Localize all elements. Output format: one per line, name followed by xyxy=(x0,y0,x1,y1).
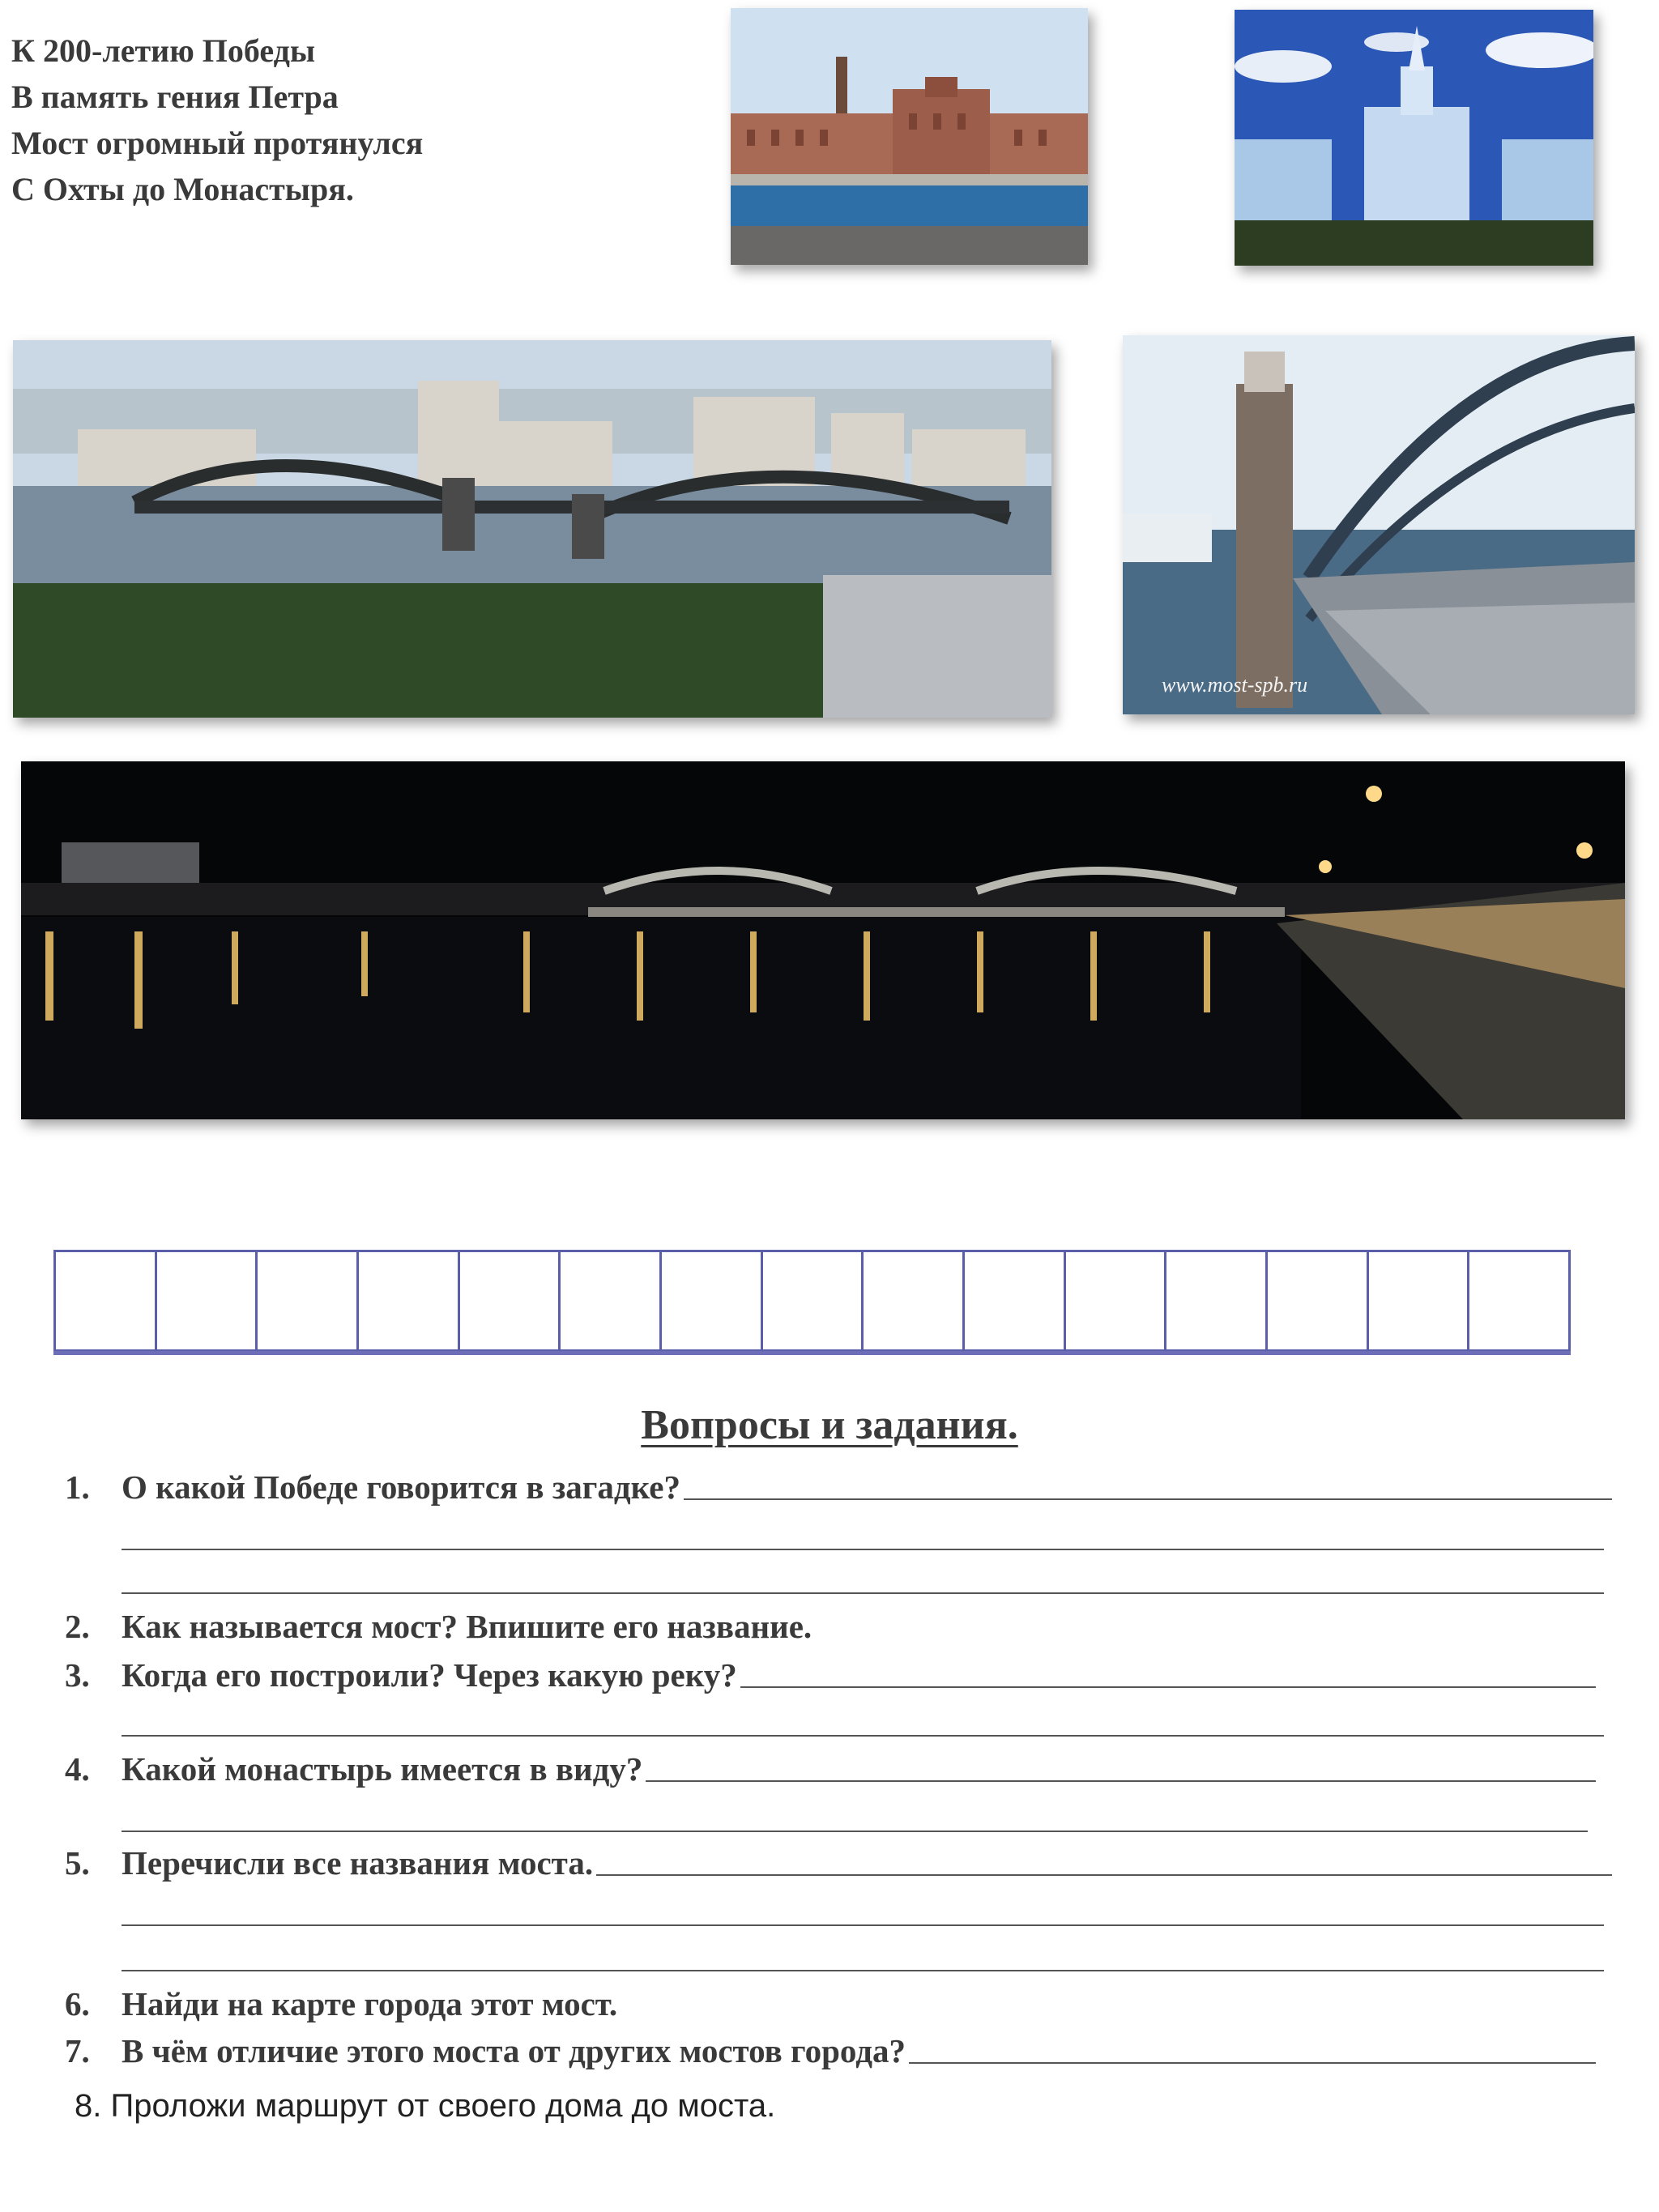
question-7: 7. В чём отличие этого моста от других мостов города? xyxy=(65,2031,1596,2070)
grid-cell[interactable] xyxy=(258,1252,359,1349)
question-1: 1. О какой Победе говорится в загадке? xyxy=(65,1468,1612,1507)
answer-grid xyxy=(53,1250,1571,1352)
answer-line[interactable] xyxy=(122,1549,1604,1550)
answer-line[interactable] xyxy=(646,1780,1596,1782)
poem-line: В память гения Петра xyxy=(11,79,339,115)
smolny-cathedral-photo xyxy=(1235,10,1593,266)
bridge-tower-photo xyxy=(1123,335,1635,714)
grid-cell[interactable] xyxy=(1066,1252,1167,1349)
grid-cell[interactable] xyxy=(1469,1252,1568,1349)
grid-cell[interactable] xyxy=(662,1252,763,1349)
bridge-night-photo xyxy=(21,761,1625,1119)
question-6: 6. Найди на карте города этот мост. xyxy=(65,1985,618,2022)
grid-cell[interactable] xyxy=(56,1252,157,1349)
question-5: 5. Перечисли все названия моста. xyxy=(65,1843,1612,1882)
answer-line[interactable] xyxy=(596,1874,1612,1876)
poem-line: С Охты до Монастыря. xyxy=(11,171,354,207)
poem-line: К 200-летию Победы xyxy=(11,32,316,69)
grid-cell[interactable] xyxy=(1166,1252,1268,1349)
riddle-poem xyxy=(11,28,423,212)
answer-line[interactable] xyxy=(122,1831,1588,1832)
grid-cell[interactable] xyxy=(561,1252,662,1349)
answer-line[interactable] xyxy=(122,1970,1604,1971)
question-2: 2. Как называется мост? Впишите его название. xyxy=(65,1608,812,1645)
answer-line[interactable] xyxy=(122,1592,1604,1594)
grid-cell[interactable] xyxy=(1369,1252,1470,1349)
answer-line[interactable] xyxy=(122,1924,1604,1926)
poem-line: Мост огромный протянулся xyxy=(11,125,424,161)
answer-line[interactable] xyxy=(909,2062,1596,2064)
question-4: 4. Какой монастырь имеется в виду? xyxy=(65,1750,1596,1788)
grid-cell[interactable] xyxy=(157,1252,258,1349)
answer-line[interactable] xyxy=(122,1735,1604,1737)
grid-cell[interactable] xyxy=(359,1252,460,1349)
bridge-panorama-photo xyxy=(13,340,1051,718)
grid-cell[interactable] xyxy=(965,1252,1066,1349)
watermark-text: www.most-spb.ru xyxy=(1162,673,1308,697)
grid-cell[interactable] xyxy=(864,1252,965,1349)
grid-cell[interactable] xyxy=(1268,1252,1369,1349)
factory-embankment-photo xyxy=(731,8,1088,265)
question-8: 8. Проложи маршрут от своего дома до моста. xyxy=(75,2088,776,2124)
grid-cell[interactable] xyxy=(763,1252,864,1349)
questions-title: Вопросы и задания. xyxy=(641,1402,1018,1448)
question-3: 3. Когда его построили? Через какую реку? xyxy=(65,1656,1596,1694)
answer-line[interactable] xyxy=(740,1686,1596,1688)
grid-cell[interactable] xyxy=(460,1252,561,1349)
grid-underline xyxy=(53,1351,1571,1355)
answer-line[interactable] xyxy=(684,1498,1612,1500)
